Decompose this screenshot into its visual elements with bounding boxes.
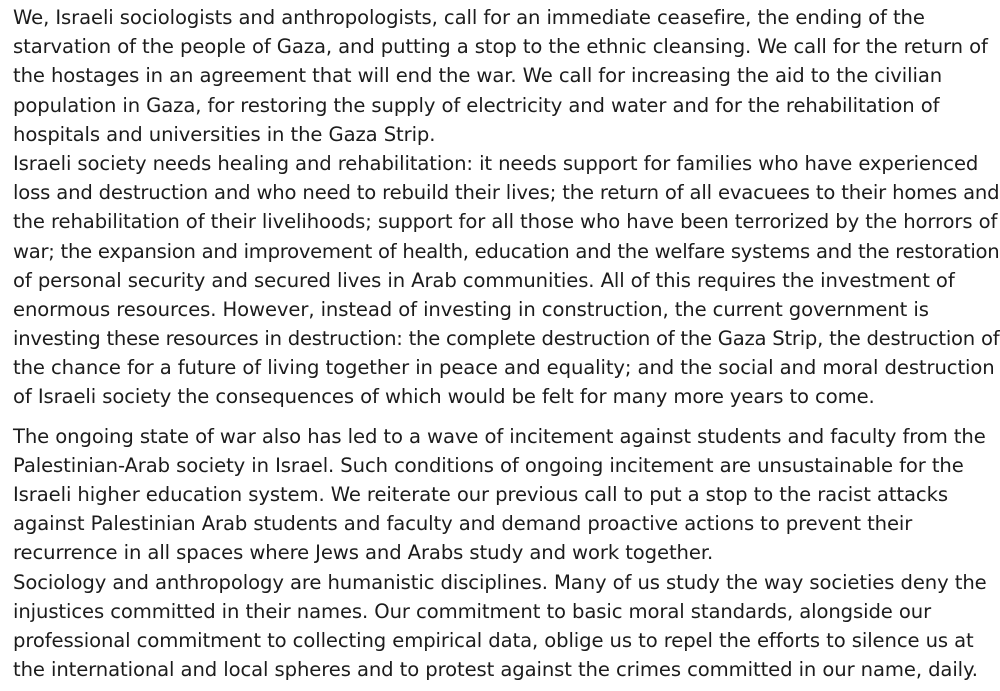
text-line: recurrence in all spaces where Jews and Arabs study and work together. <box>13 541 714 565</box>
statement-document <box>13 3 1000 684</box>
text-line: professional commitment to collecting empirical data, oblige us to repel the efforts to silence us at <box>13 628 974 652</box>
paragraph-incitement <box>13 422 1000 568</box>
text-line: Israeli society needs healing and rehabilitation: it needs support for families who have experienced <box>13 151 979 175</box>
text-line: investing these resources in destruction: the complete destruction of the Gaza Strip, the destruction of <box>13 327 1000 351</box>
text-line: of personal security and secured lives in Arab communities. All of this requires the investment of <box>13 268 955 292</box>
paragraph-israeli-society <box>13 149 1000 412</box>
text-line: population in Gaza, for restoring the supply of electricity and water and for the rehabilitation of <box>13 93 940 117</box>
text-line: enormous resources. However, instead of investing in construction, the current government is <box>13 297 929 321</box>
text-line: the hostages in an agreement that will end the war. We call for increasing the aid to the civilian <box>13 64 943 88</box>
text-line: war; the expansion and improvement of health, education and the welfare systems and the restoration <box>13 239 1000 263</box>
text-line: Sociology and anthropology are humanistic disciplines. Many of us study the way societies deny the <box>13 570 987 594</box>
text-line: starvation of the people of Gaza, and putting a stop to the ethnic cleansing. We call for the return of <box>13 35 988 59</box>
paragraph-ceasefire-call <box>13 3 1000 149</box>
text-line: hospitals and universities in the Gaza Strip. <box>13 122 436 146</box>
text-line: The ongoing state of war also has led to a wave of incitement against students and faculty from the <box>13 424 986 448</box>
paragraph-disciplines <box>13 568 1000 685</box>
text-line: Israeli higher education system. We reiterate our previous call to put a stop to the racist attacks <box>13 483 948 506</box>
paragraph-spacer <box>13 412 1000 422</box>
text-line: loss and destruction and who need to rebuild their lives; the return of all evacuees to their homes and <box>13 181 1000 205</box>
text-line: the chance for a future of living together in peace and equality; and the social and moral destruction <box>13 356 995 380</box>
text-line: the international and local spheres and to protest against the crimes committed in our name, daily. <box>13 658 978 682</box>
text-line: against Palestinian Arab students and faculty and demand proactive actions to prevent their <box>13 512 913 536</box>
text-line: We, Israeli sociologists and anthropologists, call for an immediate ceasefire, the ending of the <box>13 6 925 29</box>
text-line: Palestinian-Arab society in Israel. Such conditions of ongoing incitement are unsustainable for the <box>13 453 964 477</box>
text-line: the rehabilitation of their livelihoods; support for all those who have been terrorized by the horrors of <box>13 210 998 234</box>
text-line: of Israeli society the consequences of which would be felt for many more years to come. <box>13 385 875 409</box>
text-line: injustices committed in their names. Our commitment to basic moral standards, alongside our <box>13 599 932 623</box>
